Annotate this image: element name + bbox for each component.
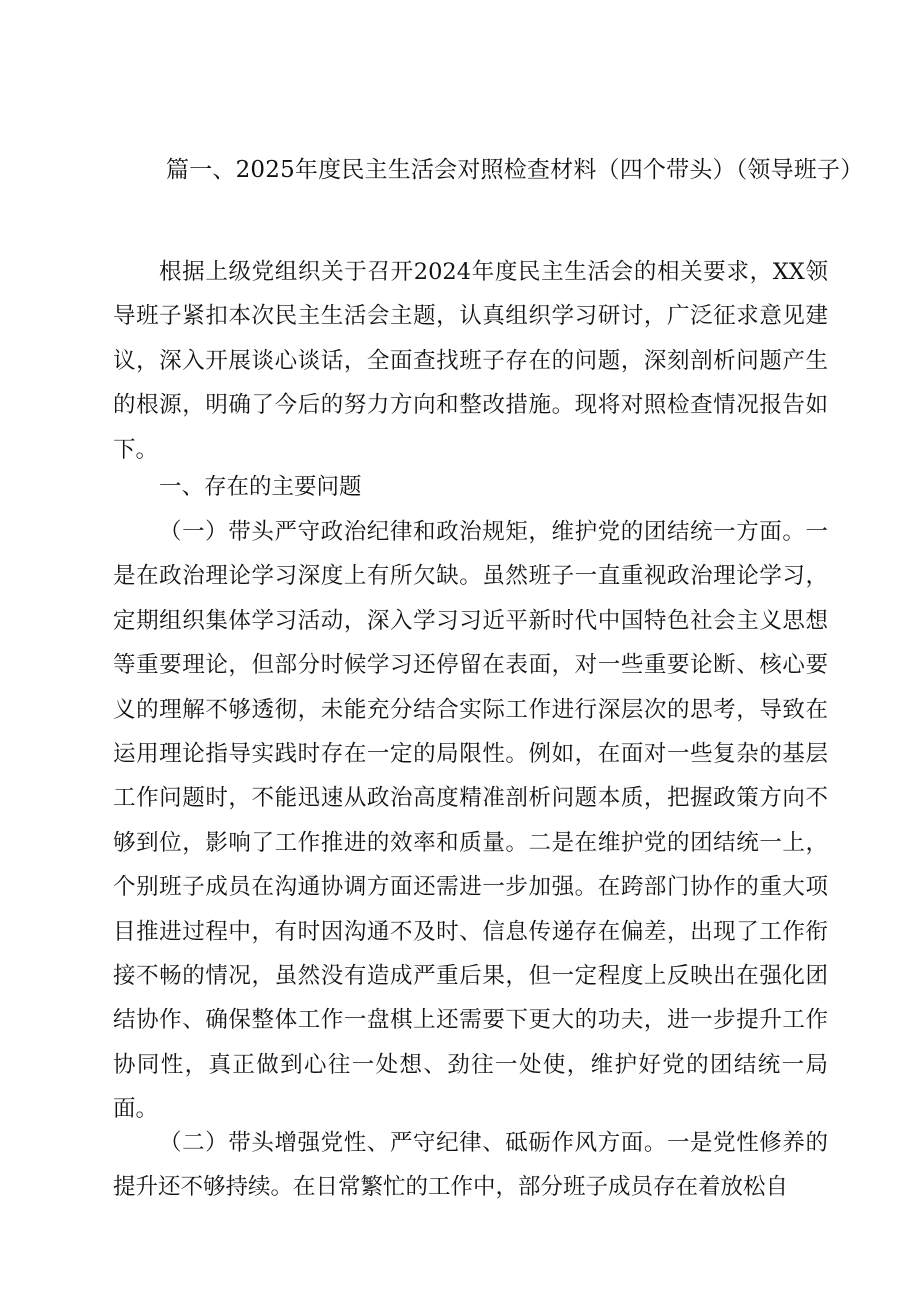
intro-paragraph: 根据上级党组织关于召开2024年度民主生活会的相关要求，XX领导班子紧扣本次民主生活会主题，认真组织学习研讨，广泛征求意见建议，深入开展谈心谈话，全面查找班子存在的问题，深刻剖析问题产生的根源，明确了今后的努力方向和整改措施。现将对照检查情况报告如下。	[113, 259, 828, 463]
subsection-2-paragraph: （二）带头增强党性、严守纪律、砥砺作风方面。一是党性修养的提升还不够持续。在日常繁忙的工作中，部分班子成员存在着放松自	[113, 1130, 828, 1201]
document-title: 篇一、2025年度民主生活会对照检查材料（四个带头）（领导班子）	[166, 157, 864, 183]
subsection-1-paragraph: （一）带头严守政治纪律和政治规矩，维护党的团结统一方面。一是在政治理论学习深度上有所欠缺。虽然班子一直重视政治理论学习，定期组织集体学习活动，深入学习习近平新时代中国特色社会主义思想等重要理论，但部分时候学习还停留在表面，对一些重要论断、核心要义的理解不够透彻，未能充分结合实际工作进行深层次的思考，导致在运用理论指导实践时存在一定的局限性。例如，在面对一些复杂的基层工作问题时，不能迅速从政治高度精准剖析问题本质，把握政策方向不够到位，影响了工作推进的效率和质量。二是在维护党的团结统一上，个别班子成员在沟通协调方面还需进一步加强。在跨部门协作的重大项目推进过程中，有时因沟通不及时、信息传递存在偏差，出现了工作衔接不畅的情况，虽然没有造成严重后果，但一定程度上反映出在强化团结协作、确保整体工作一盘棋上还需要下更大的功夫，进一步提升工作协同性，真正做到心往一处想、劲往一处使，维护好党的团结统一局面。	[113, 519, 828, 1123]
section-heading: 一、存在的主要问题	[159, 474, 362, 500]
